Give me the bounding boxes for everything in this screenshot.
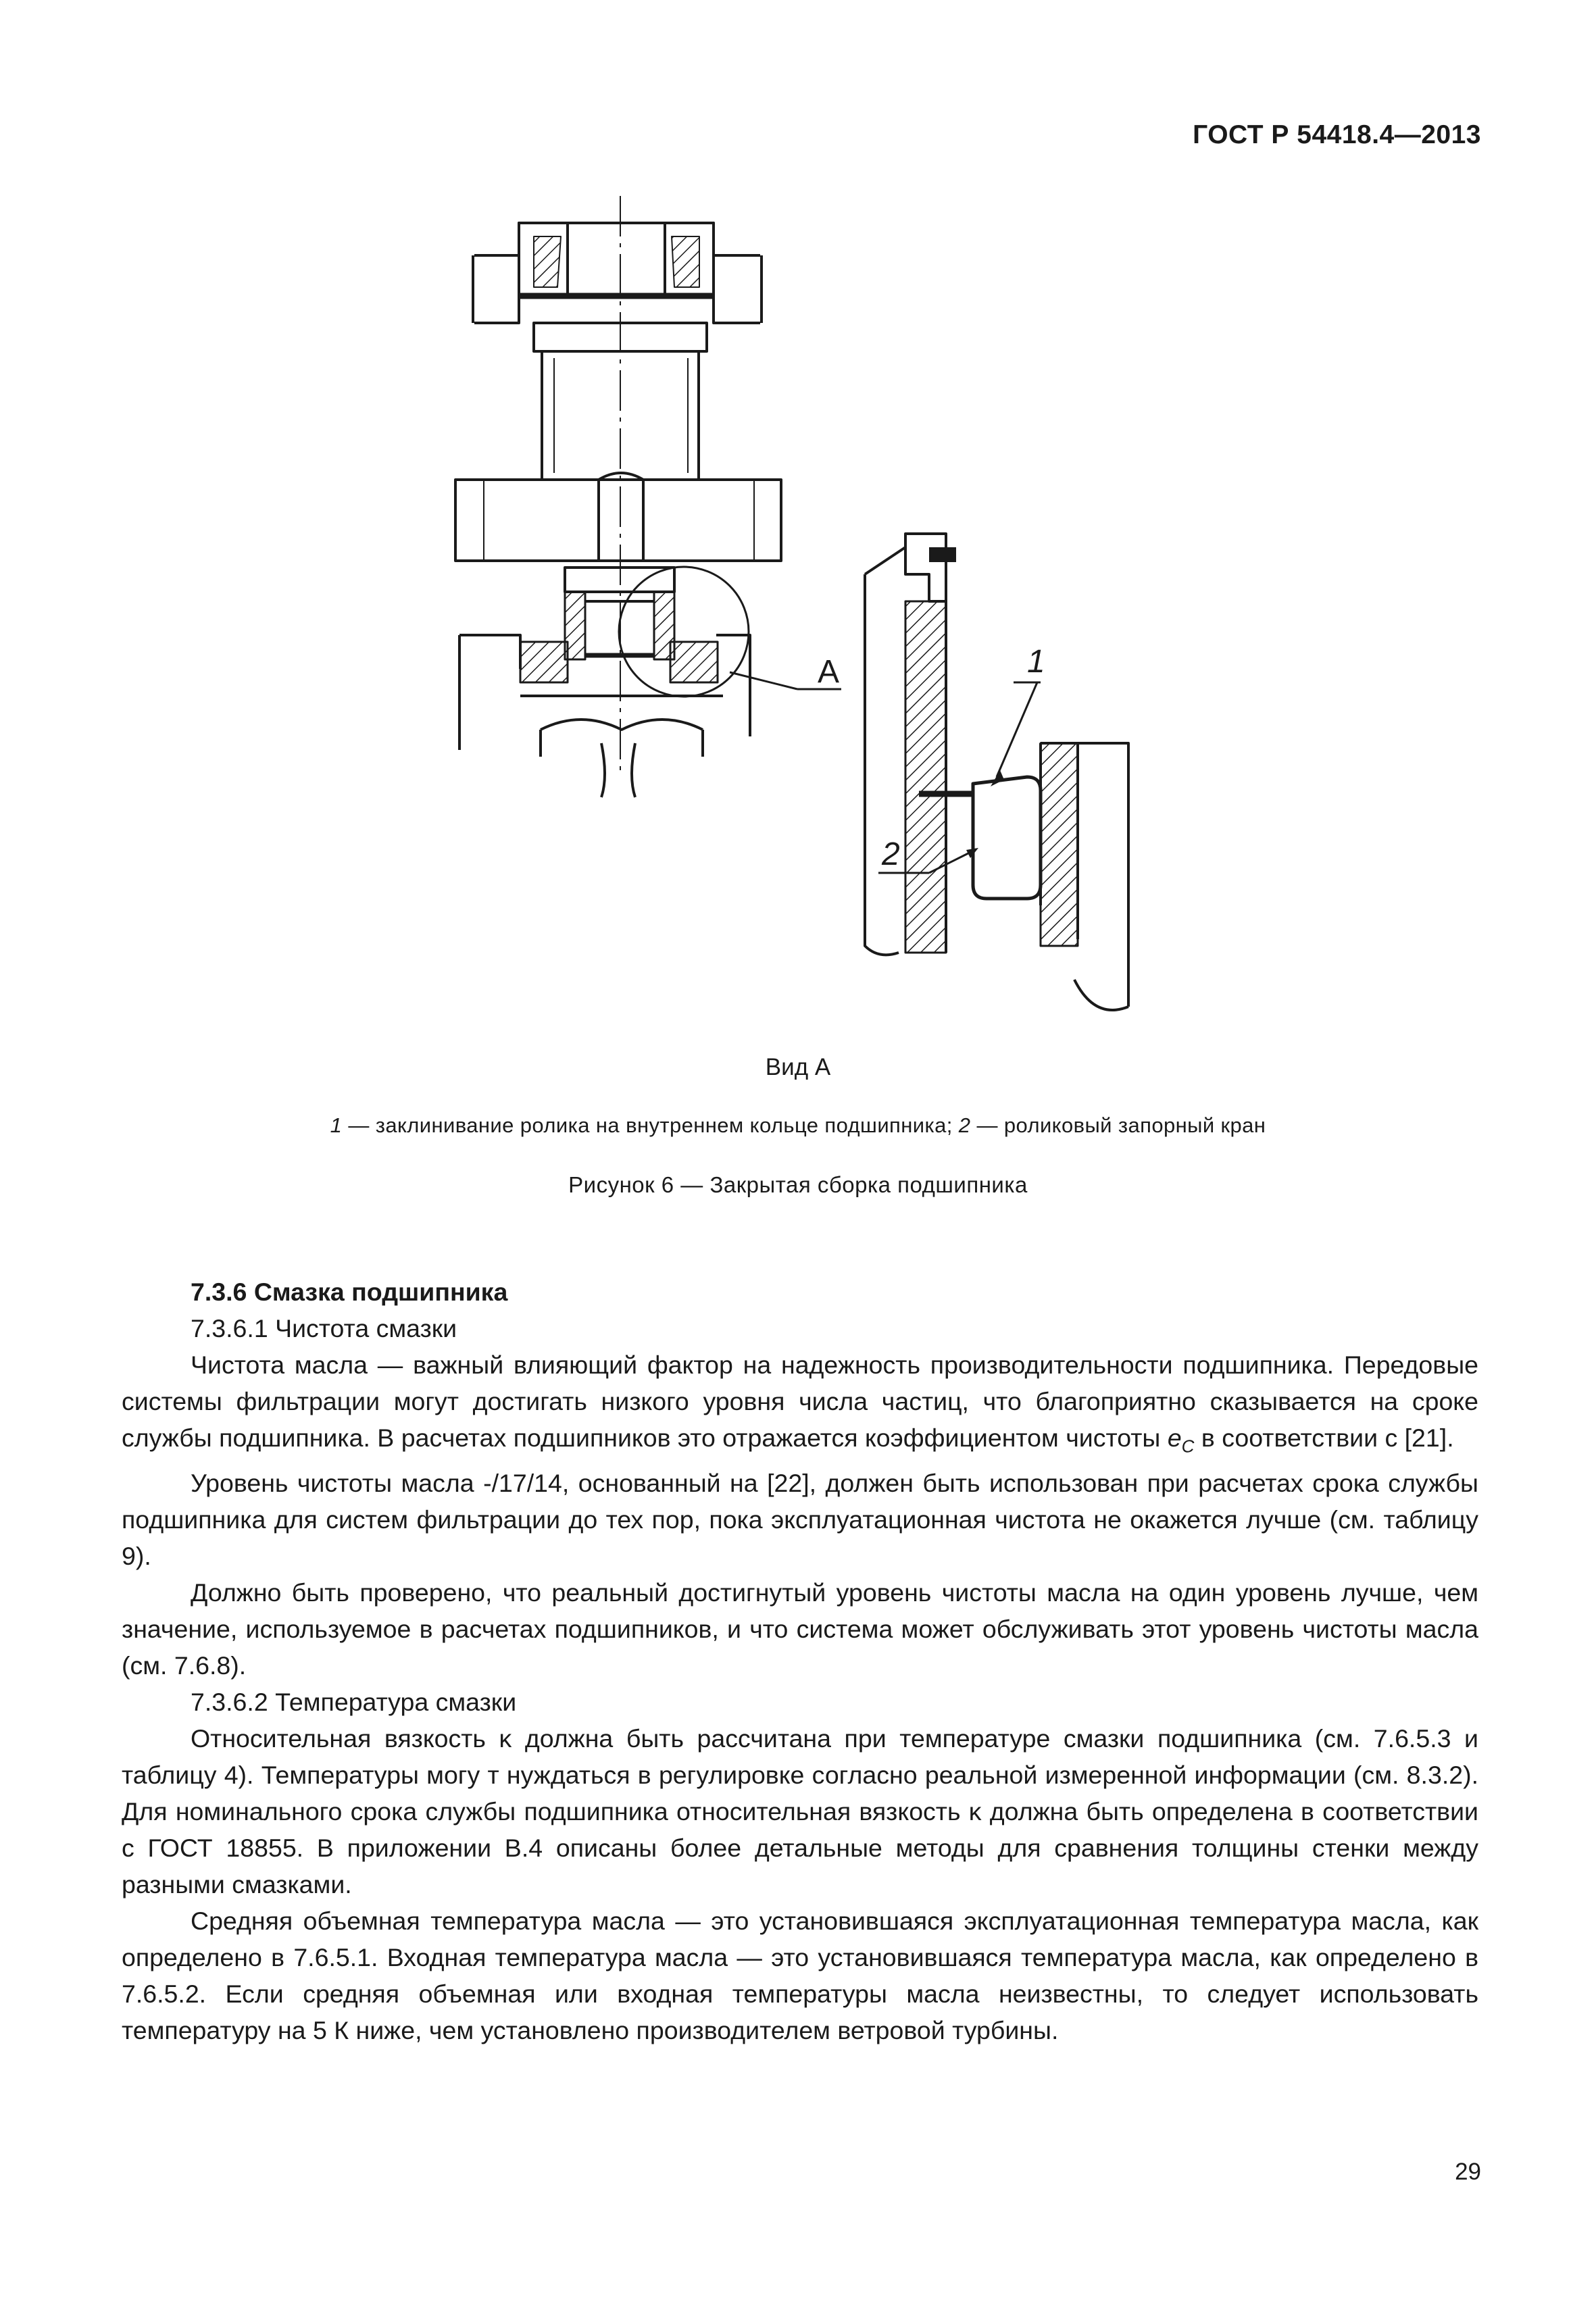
section-body (122, 1274, 1478, 2048)
paragraph-1: Чистота масла — важный влияющий фактор на надежность производительности подшипника. Передовые системы фильтрации могут достигать низкого уровня числа частиц, что благоприятно сказывается на сроке службы подшипника. В расчетах подшипников это отражается коэффициентом чистоты $e_C$ в соответствии с [21]. (122, 1351, 1478, 1457)
view-a-label: A (818, 654, 840, 690)
page-number: 29 (1455, 2159, 1481, 2185)
legend-1-num: 1 (330, 1113, 343, 1137)
paragraph-4: Относительная вязкость κ должна быть рассчитана при температуре смазки подшипника (см. 7.6.5.3 и таблицу 4). Температуры могу т нуждаться в регулировке согласно реальной измеренной информации (см. 8.3.2). Для номинального срока службы подшипника относительная вязкость κ должна быть определена в соответствии с ГОСТ 18855. В приложении В.4 описаны более детальные методы для сравнения толщины стенки между разными смазками. (122, 1724, 1478, 1898)
figure-title: Рисунок 6 — Закрытая сборка подшипника (568, 1172, 1028, 1197)
label-2: 2 (882, 836, 900, 872)
figure-6-drawing (432, 196, 1162, 1027)
figure-legend (0, 1113, 1596, 1138)
paragraph-2: Уровень чистоты масла -/17/14, основанный на [22], должен быть использован при расчетах срока службы подшипника для систем фильтрации до тех пор, пока эксплуатационная чистота не окажется лучше (см. таблицу 9). (122, 1468, 1478, 1570)
bearing-assembly-drawing (432, 196, 1162, 1027)
paragraph-5: Средняя объемная температура масла — это установившаяся эксплуатационная температура масла, как определено в 7.6.5.1. Входная температура масла — это установившаяся температура масла, как определено в 7.6.5.2. Если средняя объемная или входная температуры масла неизвестны, то следует использовать температуру на 5 К ниже, чем установлено производителем ветровой турбины. (122, 1906, 1478, 2044)
section-heading: 7.3.6 Смазка подшипника (191, 1278, 508, 1306)
legend-2-num: 2 (958, 1113, 971, 1137)
subsection-heading-2: 7.3.6.2 Температура смазки (191, 1687, 517, 1716)
document-header: ГОСТ Р 54418.4—2013 (1193, 120, 1481, 149)
view-caption: Вид А (765, 1054, 831, 1080)
subsection-heading-1: 7.3.6.1 Чистота смазки (191, 1314, 457, 1342)
paragraph-3: Должно быть проверено, что реальный достигнутый уровень чистоты масла на один уровень лучше, чем значение, используемое в расчетах подшипников, и что система может обслуживать этот уровень чистоты масла (см. 7.6.8). (122, 1578, 1478, 1680)
legend-1-text: — заклинивание ролика на внутреннем кольце подшипника; (342, 1113, 959, 1137)
legend-2-text: — роликовый запорный кран (970, 1113, 1266, 1137)
label-1: 1 (1027, 644, 1045, 680)
